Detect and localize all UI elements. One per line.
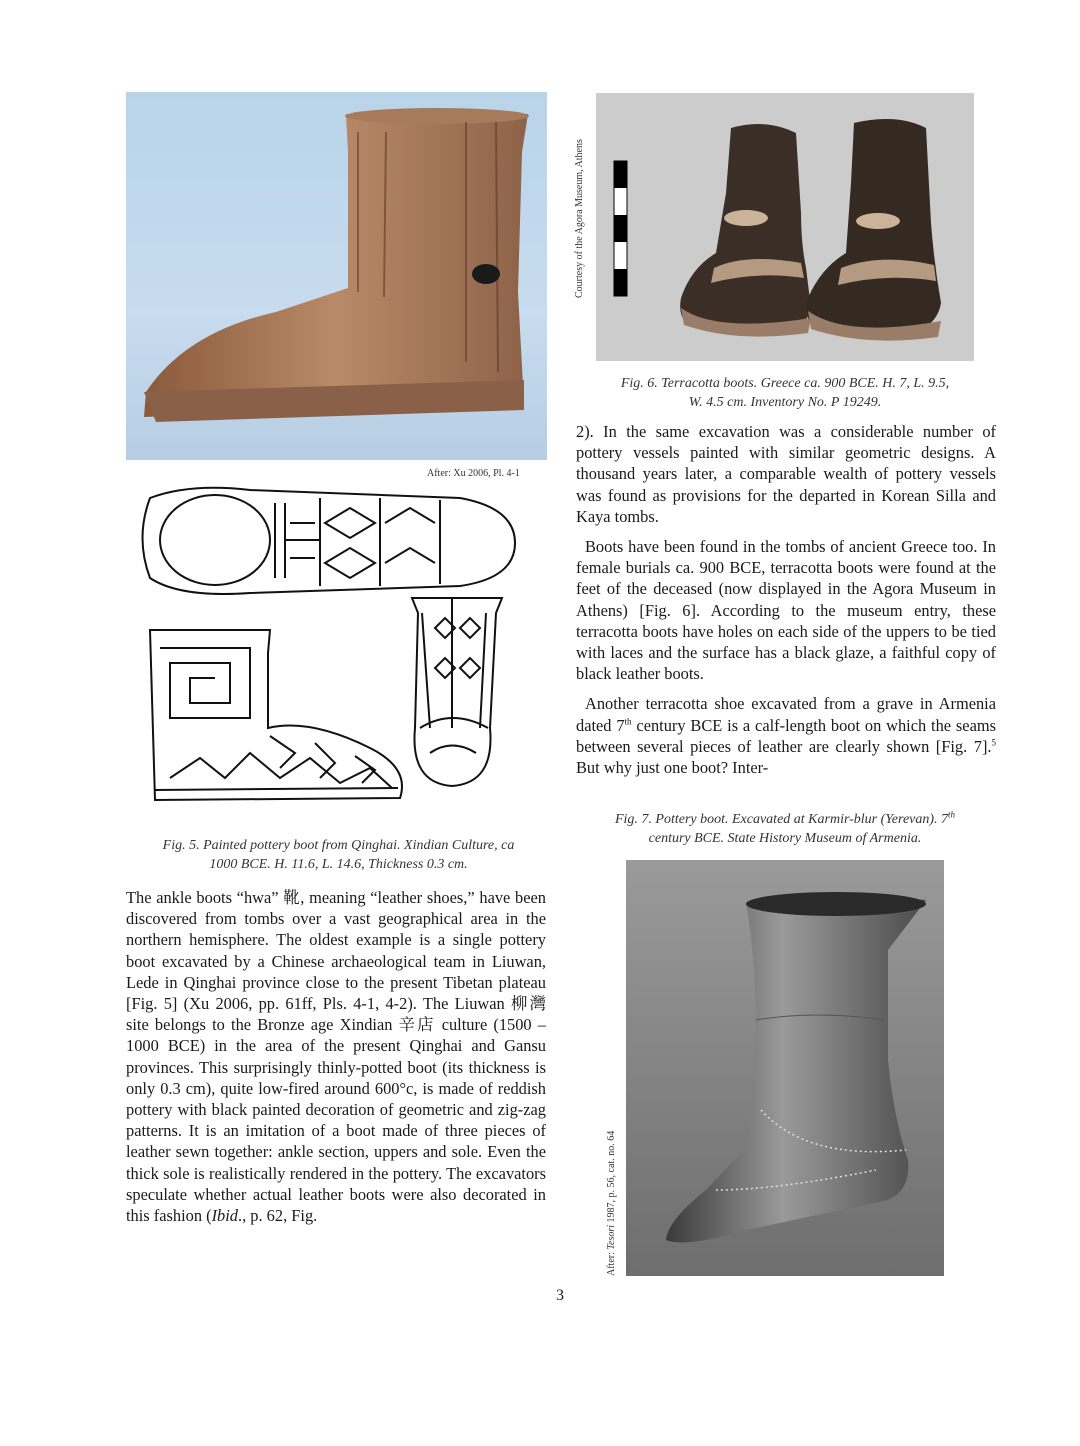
right-column-body: [576, 421, 996, 778]
right-paragraph-2: Boots have been found in the tombs of ancient Greece too. In female burials ca. 900 BCE, terracotta boots were found at the feet of the deceased (now displayed in the Agora Museum in Athens) [Fig. 6]. According to the museum entry, these terracotta boots have holes on each side of the uppers to be tied with laces and the surface has a black glaze, a faithful copy of black leather boots.: [576, 537, 996, 684]
right-paragraph-1: 2). In the same excavation was a considerable number of pottery vessels painted with similar geometric designs. A thousand years later, a comparable wealth of pottery vessels was found as provisions for the departed in Korean Silla and Kaya tombs.: [576, 422, 996, 526]
fig7-caption-line1-text: Fig. 7. Pottery boot. Excavated at Karmir-blur (Yerevan). 7: [614, 812, 949, 827]
fig7-caption-line1: [580, 810, 990, 829]
left-paragraph-end: ., p. 62, Fig.: [238, 1206, 318, 1226]
left-column-paragraph: [126, 887, 546, 1226]
fig6-boots-illustration: [596, 93, 974, 361]
fig5-photo: [126, 92, 547, 460]
left-paragraph-text: The ankle boots “hwa” 靴, meaning “leather shoes,” have been discovered from tombs over a vast geographical area in the northern hemisphere. The oldest example is a single pottery boot excavated by a Chinese archaeological team in Liuwan, Lede in Qinghai province close to the present Tibetan plateau [Fig. 5] (Xu 2006, pp. 61ff, Pls. 4-1, 4-2). The Liuwan 柳灣 site belongs to the Bronze age Xindian 辛店 culture (1500 – 1000 BCE) in the area of the present Qinghai and Gansu provinces. This surprisingly thinly-potted boot (its thickness is only 0.3 cm), quite low-fired around 600°c, is made of reddish pottery with black painted decoration of geometric and zig-zag patterns. It is an imitation of a boot made of three pieces of leather sewn together: ankle section, uppers and sole. Even the thick sole is realistically rendered in the pottery. The excavators speculate whether actual leather boots were also decorated in this fashion (: [126, 888, 546, 1226]
fig5-caption-line1: Fig. 5. Painted pottery boot from Qinghai. Xindian Culture, ca: [162, 838, 515, 853]
fig5-caption: [126, 836, 551, 874]
fig6-caption-line2: W. 4.5 cm. Inventory No. P 19249.: [688, 395, 882, 410]
page-number: 3: [556, 1287, 564, 1304]
fig5-caption-line2: 1000 BCE. H. 11.6, L. 14.6, Thickness 0.3 cm.: [209, 857, 468, 872]
fig5-line-drawings: [130, 478, 547, 823]
fig6-vertical-credit: Courtesy of the Agora Museum, Athens: [574, 139, 585, 298]
fig7-caption: [580, 810, 990, 848]
fig5-drawing-svg: [130, 478, 547, 823]
fig7-boot-illustration: [626, 860, 944, 1276]
fig7-caption-sup: th: [948, 809, 956, 820]
fig6-photo: [596, 93, 974, 361]
fig5-photo-credit: After: Xu 2006, Pl. 4-1: [427, 468, 520, 479]
fig7-credit-suffix: 1987, p. 56, cat. no. 64: [606, 1130, 617, 1225]
right-paragraph-3-a: Another terracotta shoe excavated from a grave in Armenia dated 7: [576, 694, 996, 735]
fig5-boot-illustration: [126, 92, 547, 460]
fig7-credit-italic: Tesori: [606, 1224, 617, 1250]
fig7-credit-prefix: After:: [606, 1249, 617, 1276]
fig6-caption-line1: Fig. 6. Terracotta boots. Greece ca. 900 BCE. H. 7, L. 9.5,: [620, 376, 950, 391]
fig7-vertical-credit: [606, 1130, 617, 1446]
right-paragraph-3-b: century BCE is a calf-length boot on which the seams between several pieces of leather are clearly shown [Fig. 7].: [576, 715, 996, 756]
right-paragraph-3: [576, 693, 996, 778]
fig7-caption-line2: century BCE. State History Museum of Armenia.: [648, 831, 922, 846]
fig6-caption: [582, 374, 988, 412]
ibid-italic: Ibid: [211, 1206, 238, 1226]
fig7-photo: [626, 860, 944, 1276]
right-paragraph-3-sup: th: [624, 716, 632, 727]
fig6-scale-bar: [614, 161, 627, 296]
right-paragraph-3-c: But why just one boot? Inter-: [576, 758, 769, 778]
footnote-marker: 5: [991, 737, 996, 748]
